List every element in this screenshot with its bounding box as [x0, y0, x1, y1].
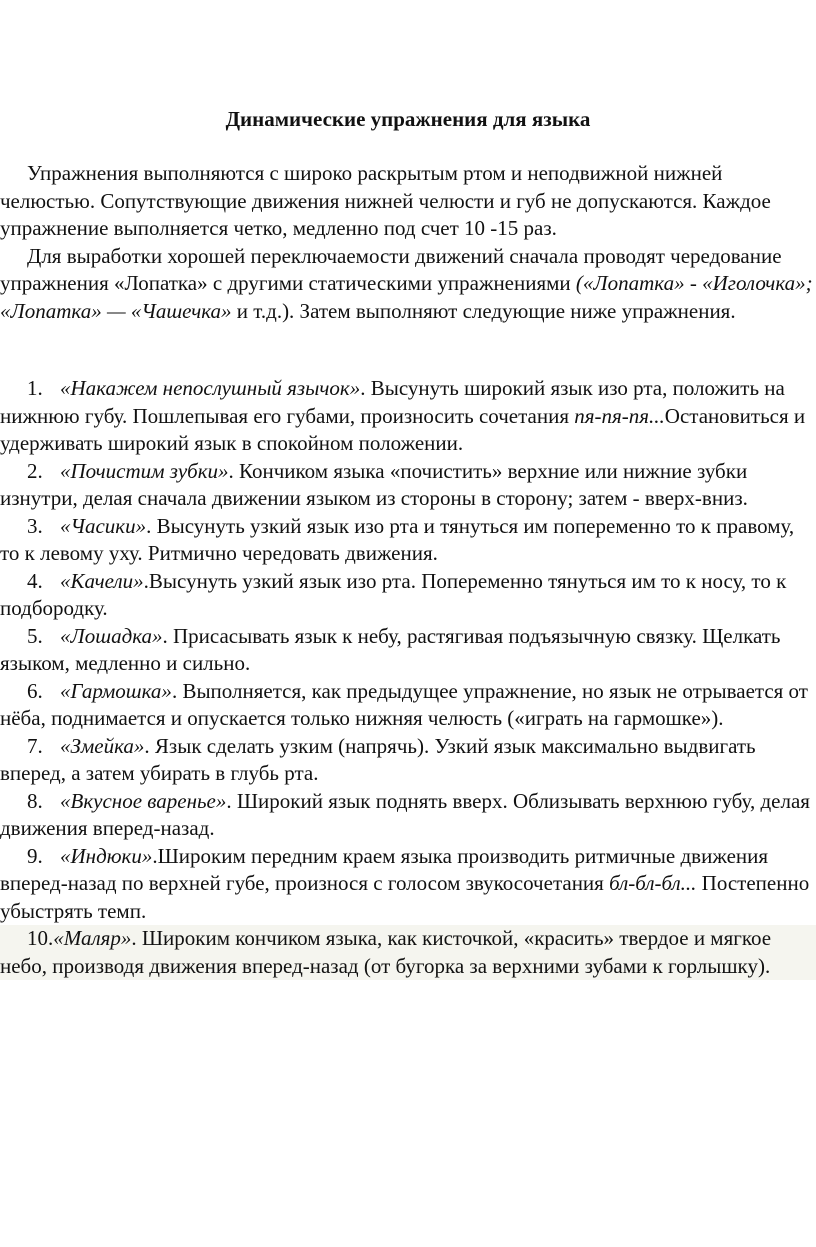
exercise-number: 4. [27, 568, 43, 593]
exercise-item [0, 623, 816, 678]
exercise-name: «Накажем непослушный язычок» [60, 376, 361, 400]
exercise-number: 7. [27, 733, 43, 758]
exercise-number: 9. [27, 843, 43, 868]
exercise-name: «Маляр» [53, 926, 132, 950]
exercise-text: . Выполняется, как предыдущее упражнение, но язык не отрывается от нёба, поднимается и опускается только нижняя челюсть («играть на гармошке»). [0, 678, 808, 730]
exercise-number: 10. [27, 926, 54, 950]
intro-paragraph-2-end: и т.д.). Затем выполняют следующие ниже упражнения. [231, 298, 736, 323]
intro-paragraph-2-italic: («Лопатка» - «Иголочка»; «Лопатка» — «Чашечка» [0, 271, 813, 323]
exercise-text: . Широким кончиком языка, как кисточкой, «красить» твердое и мягкое небо, производя движения вперед-назад (от бугорка за верхними зубами к горлышку). [0, 926, 772, 978]
exercise-item-highlighted [0, 925, 816, 980]
exercise-item [0, 733, 816, 788]
intro-paragraph-1: Упражнения выполняются с широко раскрытым ртом и неподвижной нижней челюстью. Сопутствующие движения нижней челюсти и губ не допускаются. Каждое упражнение выполняется четко, медленно под счет 10 -15 раз. [0, 161, 771, 240]
exercise-item [0, 513, 816, 568]
exercise-number: 8. [27, 788, 43, 813]
exercise-name: «Вкусное варенье» [60, 788, 227, 813]
exercise-number: 5. [27, 623, 43, 648]
exercise-number: 1. [27, 376, 43, 400]
exercise-text: . Кончиком языка «почистить» верхние или нижние зубки изнутри, делая сначала движении языком из стороны в сторону; затем - вверх-вниз. [0, 458, 748, 510]
exercise-item [0, 375, 816, 458]
exercise-text-end: Остановиться и удерживать широкий язык в спокойном положении. [0, 403, 806, 455]
exercise-text: . Высунуть узкий язык изо рта и тянуться им попеременно то к правому, то к левому уху. Ритмично чередовать движения. [0, 513, 795, 565]
exercise-item [0, 458, 816, 513]
exercise-name: «Качели» [60, 568, 144, 593]
exercise-text: .Широким передним краем языка производить ритмичные движения вперед-назад по верхней губе, произнося с голосом звукосочетания [0, 843, 769, 895]
exercise-text: .Высунуть узкий язык изо рта. Попеременно тянуться им то к носу, то к подбородку. [0, 568, 787, 620]
exercise-number: 2. [27, 458, 43, 483]
exercise-name: «Гармошка» [60, 678, 172, 703]
exercise-item [0, 788, 816, 843]
exercise-text: . Широкий язык поднять вверх. Облизывать верхнюю губу, делая движения вперед-назад. [0, 788, 810, 840]
document-title: Динамические упражнения для языка [225, 107, 591, 131]
exercise-list [0, 375, 816, 980]
intro-section [0, 160, 816, 325]
exercise-text: . Присасывать язык к небу, растягивая подъязычную связку. Щелкать языком, медленно и сильно. [0, 623, 781, 675]
exercise-number: 6. [27, 678, 43, 703]
exercise-name: «Змейка» [60, 733, 145, 758]
exercise-italic-text: бл-бл-бл... [609, 871, 697, 895]
intro-paragraph-2 [0, 243, 816, 326]
exercise-number: 3. [27, 513, 43, 538]
exercise-name: «Индюки» [60, 843, 153, 868]
exercise-name: «Почистим зубки» [60, 458, 229, 483]
exercise-name: «Часики» [60, 513, 147, 538]
exercise-italic-text: пя-пя-пя... [574, 403, 665, 428]
exercise-item [0, 568, 816, 623]
intro-paragraph-2-text: Для выработки хорошей переключаемости движений сначала проводят чередование упражнения «Лопатка» с другими статическими упражнениями [0, 243, 782, 295]
exercise-name: «Лошадка» [60, 623, 163, 648]
exercise-text-end: Постепенно убыстрять темп. [0, 871, 810, 923]
exercise-text: . Высунуть широкий язык изо рта, положить на нижнюю губу. Пошлепывая его губами, произносить сочетания [0, 376, 785, 428]
exercise-item [0, 678, 816, 733]
exercise-text: . Язык сделать узким (напрячь). Узкий язык максимально выдвигать вперед, а затем убирать в глубь рта. [0, 733, 756, 785]
exercise-item [0, 843, 816, 926]
